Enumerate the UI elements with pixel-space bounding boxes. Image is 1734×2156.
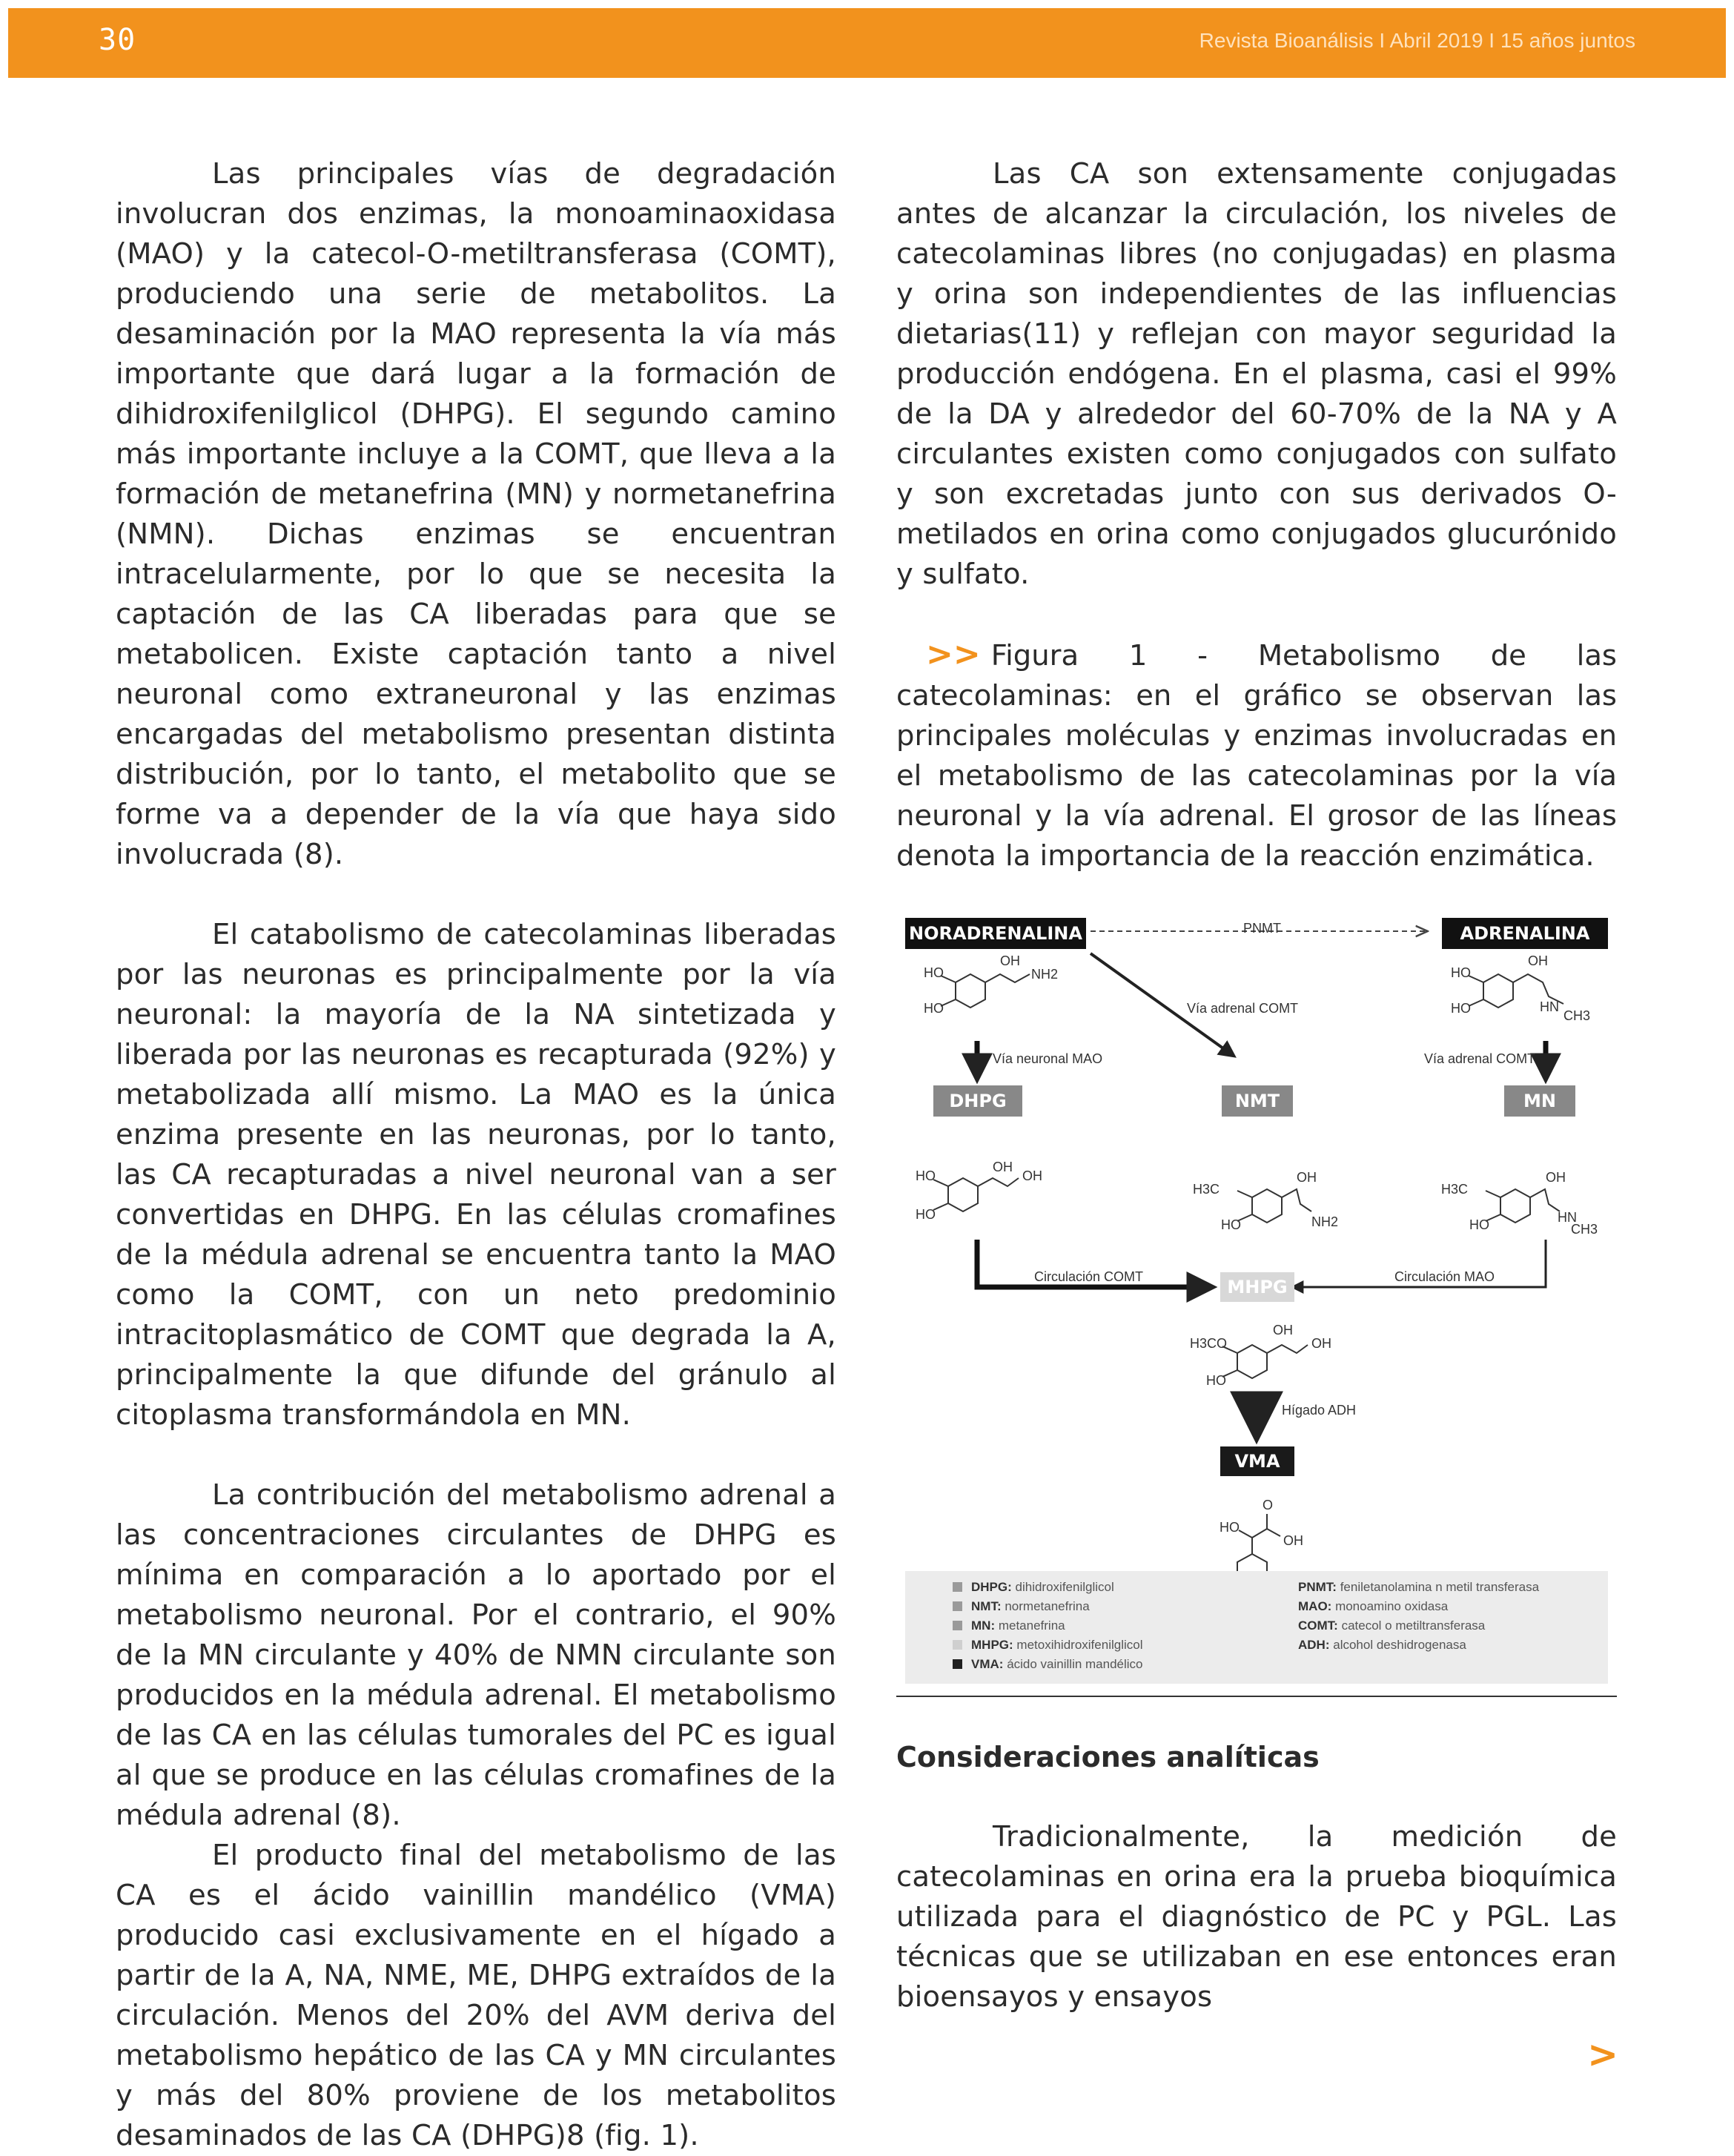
adrenalina-box: ADRENALINA — [1442, 918, 1608, 949]
figure-bottom-rule — [896, 1696, 1617, 1697]
nmt-molecule — [1237, 1189, 1311, 1223]
nmt-box: NMT — [1222, 1085, 1293, 1117]
atom-label: HO — [1206, 1373, 1226, 1388]
paragraph: El producto final del metabolismo de las CA es el ácido vainillin mandélico (VMA) producido casi exclusivamente en el hígado a partir de la A, NA, NME, ME, DHPG extraídos de la circulación. Menos del 20% del AVM deriva del metabolismo hepático de las CA y MN circulantes y más del 80% proviene de los metabolitos desaminados de las CA (DHPG)8 (fig. 1). — [116, 1839, 836, 2152]
left-column — [116, 154, 836, 2156]
noradrenalina-box: NORADRENALINA — [905, 918, 1086, 949]
caption-arrow-icon: >> — [926, 635, 981, 673]
atom-label: CH3 — [1571, 1222, 1598, 1237]
atom-label: OH — [1273, 1323, 1293, 1337]
dhpg-molecule — [933, 1178, 1019, 1211]
atom-label: HO — [924, 1001, 944, 1016]
legend-item: MHPG: metoxihidroxifenilglicol — [953, 1638, 1142, 1653]
figure-legend — [905, 1571, 1608, 1684]
metabolism-figure — [896, 907, 1617, 1721]
atom-label: H3C — [1193, 1182, 1220, 1197]
via-adrenal-comt-label: Vía adrenal COMT — [1187, 1001, 1299, 1016]
legend-swatch — [953, 1582, 962, 1592]
atom-label: NH2 — [1031, 967, 1059, 982]
paragraph: La contribución del metabolismo adrenal a las concentraciones circulantes de DHPG es mínima en comparación a lo aportado por el metabolismo neuronal. Por el contrario, el 90% de la MN circulante y 40% de NMN circulante son producidos en la médula adrenal. El metabolismo de las CA en las células tumorales del PC es igual al que se produce en las células cromafines de la médula adrenal (8). — [116, 1478, 836, 1832]
atom-label: CH3 — [1563, 1008, 1591, 1023]
mhpg-box: MHPG — [1220, 1272, 1294, 1302]
mn-box: MN — [1504, 1085, 1575, 1117]
legend-item: DHPG: dihidroxifenilglicol — [953, 1580, 1114, 1595]
legend-swatch — [953, 1601, 962, 1611]
right-column — [896, 154, 1617, 2017]
higado-adh-label: Hígado ADH — [1282, 1403, 1357, 1418]
atom-label: HN — [1558, 1210, 1577, 1225]
atom-label: OH — [1528, 953, 1548, 968]
page-number: 30 — [99, 23, 136, 57]
legend-item: VMA: ácido vainillin mandélico — [953, 1657, 1143, 1672]
atom-label: HO — [1469, 1217, 1489, 1232]
atom-label: OH — [1546, 1170, 1566, 1185]
caption-text: Figura 1 - Metabolismo de las catecolaminas: en el gráfico se observan las principales moléculas y enzimas involucradas en el metabolismo de las catecolaminas por la vía neuronal y la vía adrenal. El grosor de las líneas denota la importancia de la reacción enzimática. — [896, 639, 1617, 873]
atom-label: O — [1263, 1498, 1274, 1512]
paragraph: El catabolismo de catecolaminas liberadas por las neuronas es principalmente por la vía neuronal: la mayoría de la NA sintetizada y liberada por las neuronas es recapturada (92%) y metabolizada allí mismo. La MAO es la única enzima presente en las neuronas, por lo tanto, las CA recapturadas a nivel neuronal van a ser convertidas en DHPG. En las células cromafines de la médula adrenal se encuentra tanto la MAO como la COMT, con un neto predominio intracitoplasmático de COMT que degrada la A, principalmente la que difunde del gránulo al citoplasma transformándola en MN. — [116, 918, 836, 1432]
running-title: Revista Bioanálisis I Abril 2019 I 15 años juntos — [1199, 29, 1635, 52]
atom-label: OH — [1022, 1168, 1042, 1183]
atom-label: HO — [1451, 965, 1471, 980]
legend-item: MN: metanefrina — [953, 1618, 1065, 1633]
atom-label: HO — [916, 1207, 936, 1222]
atom-label: OH — [1000, 953, 1020, 968]
atom-label: HN — [1540, 999, 1559, 1014]
atom-label: HO — [1221, 1217, 1241, 1232]
via-adrenal-comt-right-label: Vía adrenal COMT — [1424, 1051, 1536, 1066]
atom-label: OH — [993, 1160, 1013, 1174]
next-page-arrow-icon: > — [1587, 2033, 1618, 2076]
paragraph: Tradicionalmente, la medición de catecolaminas en orina era la prueba bioquímica utilizada para el diagnóstico de PC y PGL. Las técnicas que se utilizaban en ese entonces eran bioensayos y ensayos — [896, 1820, 1617, 2014]
via-neuronal-mao-label: Vía neuronal MAO — [993, 1051, 1103, 1066]
pnmt-label: PNMT — [1243, 921, 1281, 936]
atom-label: NH2 — [1311, 1214, 1339, 1229]
atom-label: HO — [924, 965, 944, 980]
legend-swatch — [953, 1659, 962, 1669]
legend-item: MAO: monoamino oxidasa — [1298, 1599, 1449, 1613]
atom-label: OH — [1311, 1336, 1331, 1351]
figure-caption — [896, 635, 1617, 876]
mhpg-molecule — [1222, 1345, 1308, 1378]
paragraph: Las principales vías de degradación involucran dos enzimas, la monoaminaoxidasa (MAO) y la catecol-O-metiltransferasa (COMT), produciendo una serie de metabolitos. La desaminación por la MAO representa la vía más importante que dará lugar a la formación de dihidroxifenilglicol (DHPG). El segundo camino más importante incluye a la COMT, que lleva a la formación de metanefrina (MN) y normetanefrina (NMN). Dichas enzimas se encuentran intracelularmente, por lo que se necesita la captación de las CA liberadas para que se metabolicen. Existe captación tanto a nivel neuronal como extraneuronal y las enzimas encargadas del metabolismo presentan distinta distribución, por lo tanto, el metabolito que se forme va a depender de la vía que haya sido involucrada (8). — [116, 157, 836, 871]
mn-molecule — [1486, 1189, 1560, 1223]
legend-swatch — [953, 1621, 962, 1630]
atom-label: HO — [1220, 1520, 1240, 1535]
atom-label: H3C — [1441, 1182, 1469, 1197]
legend-item: COMT: catecol o metiltransferasa — [1298, 1618, 1486, 1633]
legend-item: ADH: alcohol deshidrogenasa — [1298, 1638, 1466, 1652]
atom-label: OH — [1297, 1170, 1317, 1185]
circulacion-mao-label: Circulación MAO — [1394, 1269, 1495, 1284]
dhpg-box: DHPG — [933, 1085, 1022, 1117]
section-title: Consideraciones analíticas — [896, 1741, 1320, 1773]
atom-label: H3CO — [1190, 1336, 1228, 1351]
atom-label: HO — [916, 1168, 936, 1183]
vma-box: VMA — [1220, 1446, 1294, 1476]
noradrenaline-molecule — [941, 974, 1030, 1008]
atom-label: OH — [1283, 1533, 1303, 1548]
circulacion-comt-label: Circulación COMT — [1034, 1269, 1144, 1284]
legend-swatch — [953, 1640, 962, 1650]
paragraph: Las CA son extensamente conjugadas antes de alcanzar la circulación, los niveles de catecolaminas libres (no conjugadas) en plasma y orina son independientes de las influencias dietarias(11) y reflejan con mayor seguridad la producción endógena. En el plasma, casi el 99% de la DA y alrededor del 60-70% de la NA y A circulantes existen como conjugados con sulfato y son excretadas junto con sus derivados O-metilados en orina como conjugados glucurónido y sulfato. — [896, 157, 1617, 591]
atom-label: HO — [1451, 1001, 1471, 1016]
legend-item: PNMT: feniletanolamina n metil transferasa — [1298, 1580, 1540, 1594]
page-header — [8, 8, 1726, 78]
legend-item: NMT: normetanefrina — [953, 1599, 1090, 1614]
